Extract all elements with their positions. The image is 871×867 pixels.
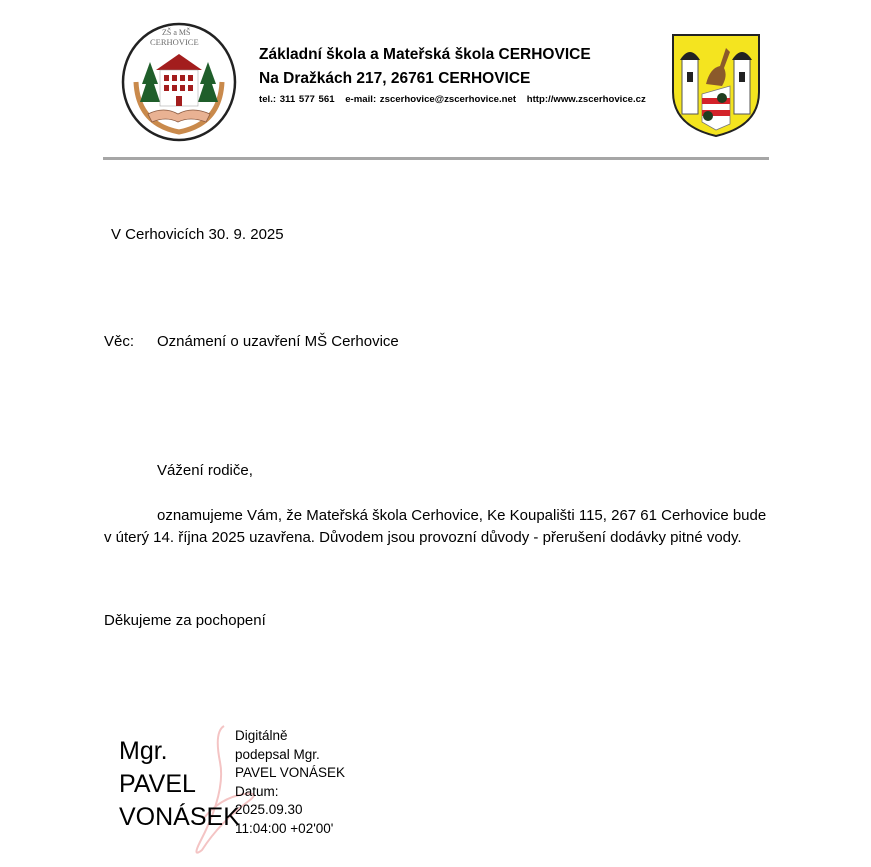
closing: Děkujeme za pochopení (104, 612, 266, 629)
sig-line-4: Datum: (235, 783, 279, 799)
school-address: Na Dražkách 217, 26761 CERHOVICE (259, 70, 531, 87)
email-address[interactable]: e-mail: zscerhovice@zscerhovice.net (345, 94, 517, 105)
signature-details[interactable] (235, 727, 345, 838)
signer-name (119, 735, 240, 834)
town-crest (670, 32, 762, 138)
school-logo (120, 22, 238, 142)
contact-line (259, 94, 646, 105)
place-date: V Cerhovicích 30. 9. 2025 (111, 226, 284, 243)
website-link[interactable]: http://www.zscerhovice.cz (526, 94, 646, 105)
phone-number: tel.: 311 577 561 (259, 94, 335, 105)
signer-last-name: VONÁSEK (119, 803, 240, 831)
town-coat-of-arms-icon (670, 32, 762, 138)
signer-title: Mgr. (119, 737, 168, 765)
sig-line-3: PAVEL VONÁSEK (235, 765, 346, 780)
sig-line-6: 11:04:00 +02'00' (235, 820, 334, 836)
body-text: oznamujeme Vám, že Mateřská škola Cerhovice, Ke Koupališti 115, 267 61 Cerhovice bude v úterý 14. října 2025 uzavřena. Důvodem jsou provozní důvody - přerušení dodávky pitné vody. (104, 507, 767, 546)
logo-text-bottom: CERHOVICE (150, 37, 199, 47)
greeting: Vážení rodiče, (157, 462, 253, 479)
logo-text-top: ZŠ a MŠ (162, 28, 191, 37)
subject-label: Věc: (104, 333, 135, 350)
sig-line-2: podepsal Mgr. (235, 746, 320, 762)
header-divider (103, 157, 769, 160)
sig-line-5: 2025.09.30 (235, 802, 303, 817)
body-paragraph (104, 505, 774, 549)
school-name: Základní škola a Mateřská škola CERHOVICE (259, 46, 591, 63)
signer-first-name: PAVEL (119, 770, 196, 798)
subject-text: Oznámení o uzavření MŠ Cerhovice (157, 333, 399, 350)
sig-line-1: Digitálně (235, 728, 288, 743)
